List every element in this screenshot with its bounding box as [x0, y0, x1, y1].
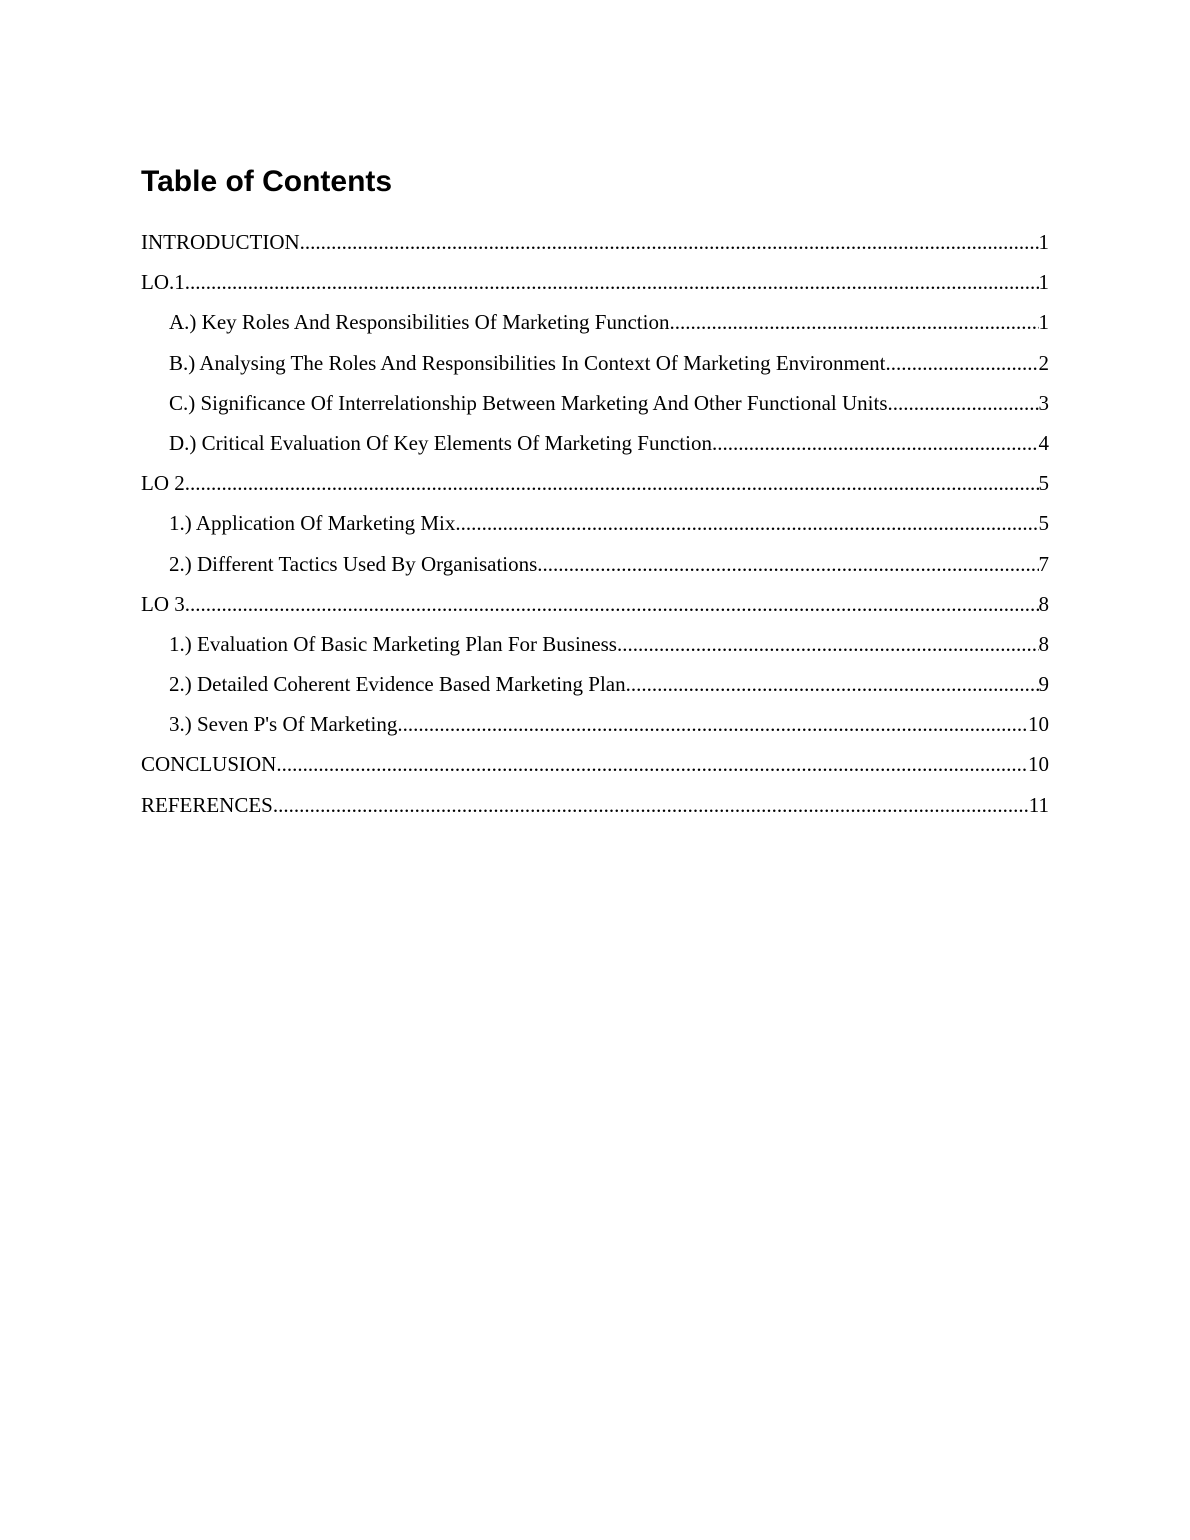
toc-page-number: 5 [1038, 511, 1049, 536]
toc-entry-label: A.) Key Roles And Responsibilities Of Marketing Function [169, 310, 670, 335]
toc-dot-leader [185, 463, 1039, 503]
toc-page-number: 10 [1028, 752, 1049, 777]
toc-entry-label: C.) Significance Of Interrelationship Between Marketing And Other Functional Units [169, 390, 888, 415]
toc-page-number: 8 [1038, 591, 1049, 616]
toc-entry-label: REFERENCES [141, 792, 273, 817]
toc-dot-leader [273, 785, 1029, 825]
toc-entry-marketing-mix[interactable] [141, 503, 1049, 543]
toc-entry-evaluation-plan[interactable] [141, 624, 1049, 664]
toc-dot-leader [617, 624, 1039, 664]
toc-dot-leader [626, 664, 1039, 704]
toc-page-number: 11 [1028, 792, 1049, 817]
toc-entry-interrelationship[interactable] [141, 383, 1049, 423]
toc-entry-lo1[interactable] [141, 262, 1049, 302]
toc-dot-leader [669, 302, 1038, 342]
toc-dot-leader [397, 704, 1028, 744]
toc-page-number: 5 [1038, 471, 1049, 496]
toc-entry-label: D.) Critical Evaluation Of Key Elements Of Marketing Function [169, 430, 712, 455]
toc-entry-critical-evaluation[interactable] [141, 423, 1049, 463]
toc-entry-seven-ps[interactable] [141, 704, 1049, 744]
toc-dot-leader [300, 222, 1039, 262]
toc-page-number: 3 [1038, 390, 1049, 415]
toc-dot-leader [888, 383, 1039, 423]
toc-entry-label: 2.) Detailed Coherent Evidence Based Marketing Plan [169, 672, 626, 697]
toc-entry-label: 3.) Seven P's Of Marketing [169, 712, 398, 737]
toc-page-number: 1 [1038, 270, 1049, 295]
toc-dot-leader [185, 584, 1039, 624]
toc-page-number: 7 [1038, 551, 1049, 576]
toc-dot-leader [537, 544, 1038, 584]
toc-dot-leader [276, 744, 1028, 784]
toc-entry-detailed-plan[interactable] [141, 664, 1049, 704]
toc-page-number: 9 [1038, 672, 1049, 697]
toc-entry-lo2[interactable] [141, 463, 1049, 503]
toc-page-number: 8 [1038, 631, 1049, 656]
toc-page-number: 2 [1038, 350, 1049, 375]
toc-entry-label: 1.) Application Of Marketing Mix [169, 511, 456, 536]
toc-entry-key-roles[interactable] [141, 302, 1049, 342]
toc-entry-label: CONCLUSION [141, 752, 277, 777]
toc-page-number: 1 [1038, 310, 1049, 335]
toc-entry-label: LO 3 [141, 591, 185, 616]
toc-dot-leader [455, 503, 1038, 543]
page-title: Table of Contents [141, 165, 393, 198]
toc-entry-conclusion[interactable] [141, 744, 1049, 784]
toc-entry-label: LO 2 [141, 471, 185, 496]
toc-dot-leader [190, 262, 1039, 302]
toc-dot-leader [712, 423, 1039, 463]
toc-entry-references[interactable] [141, 785, 1049, 825]
toc-entry-analysing-roles[interactable] [141, 343, 1049, 383]
toc-entry-label: 2.) Different Tactics Used By Organisations [169, 551, 538, 576]
toc-page-number: 4 [1038, 430, 1049, 455]
toc-entry-label: INTRODUCTION [141, 230, 300, 254]
table-of-contents [141, 222, 1049, 825]
toc-entry-label: B.) Analysing The Roles And Responsibilities In Context Of Marketing Environment [169, 350, 886, 375]
toc-entry-lo3[interactable] [141, 584, 1049, 624]
toc-entry-introduction[interactable] [141, 222, 1049, 262]
toc-page-number: 10 [1028, 712, 1049, 737]
toc-entry-different-tactics[interactable] [141, 544, 1049, 584]
toc-page-number: 1 [1038, 230, 1049, 254]
toc-dot-leader [885, 343, 1038, 383]
toc-entry-label: LO.1. [141, 270, 190, 295]
toc-entry-label: 1.) Evaluation Of Basic Marketing Plan For Business [169, 631, 617, 656]
